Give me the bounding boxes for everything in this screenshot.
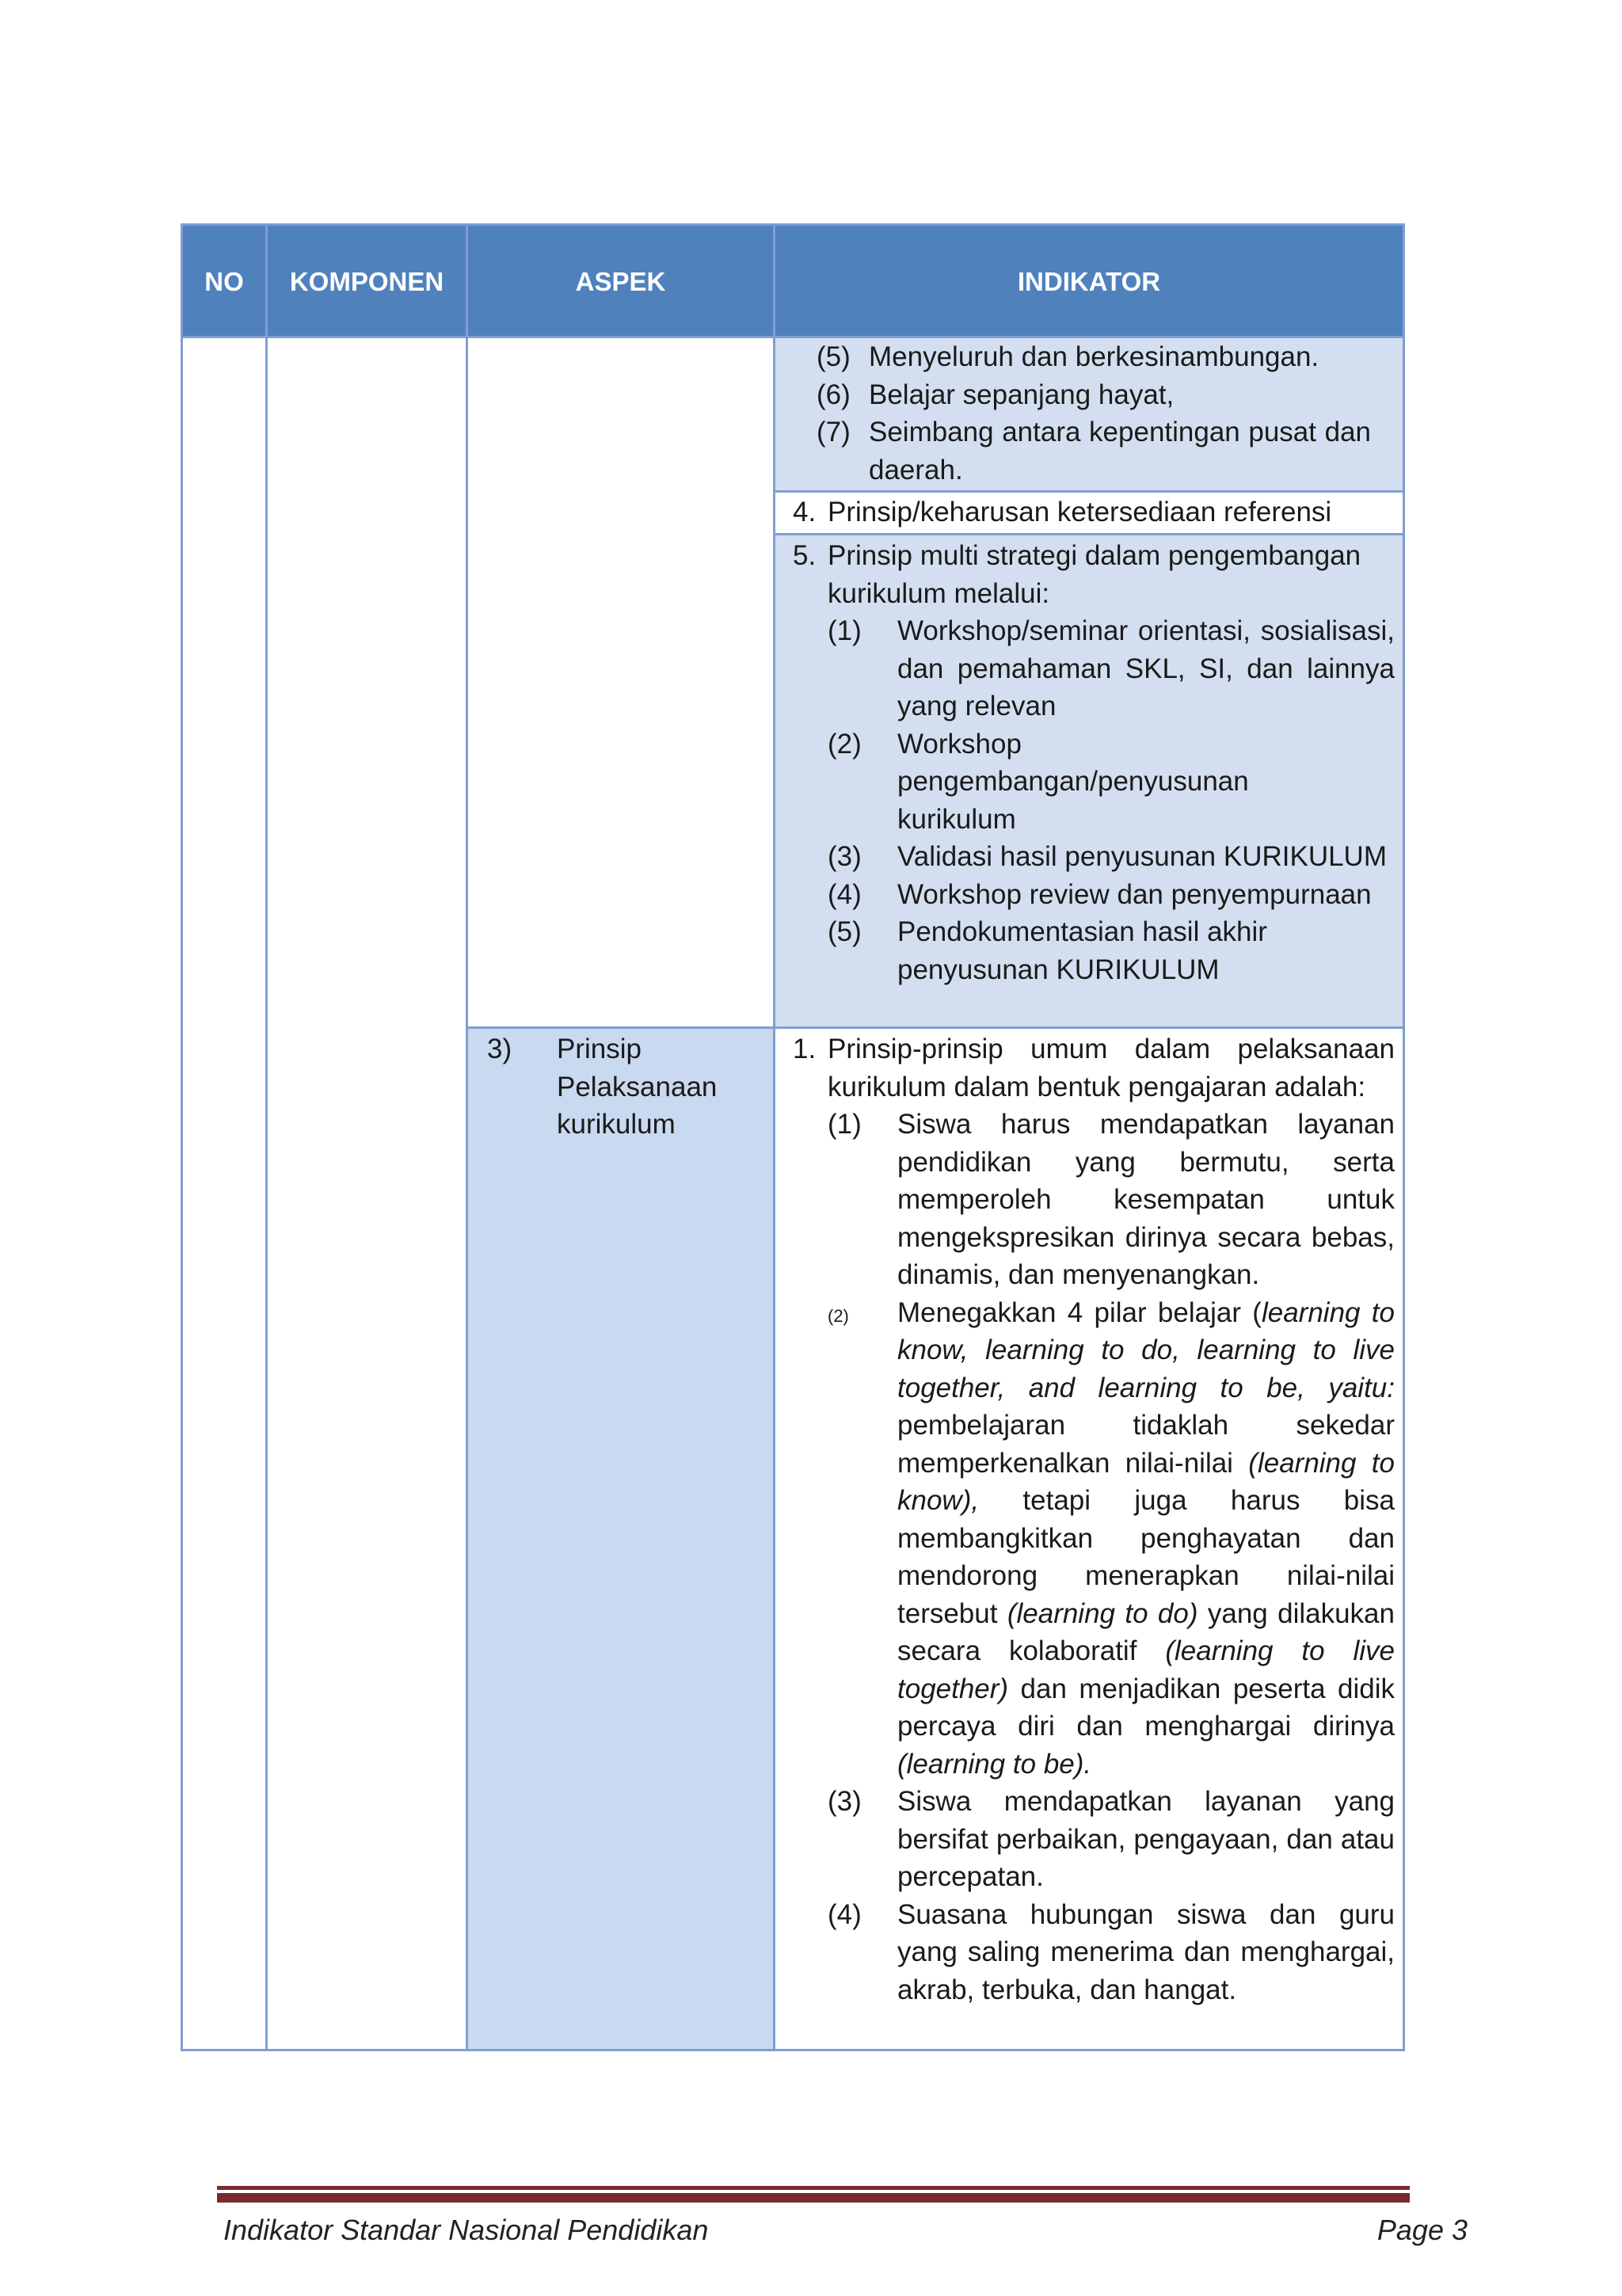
col-divider: [466, 226, 468, 2049]
footer-rule: [217, 2186, 1410, 2190]
list-item: (1) Workshop/seminar orientasi, sosialisasi, dan pemahaman SKL, SI, dan lainnya yang relevan: [828, 615, 1395, 722]
col-divider: [265, 226, 268, 2049]
row-divider: [773, 533, 1403, 535]
sub-list: [828, 612, 1395, 988]
header-aspek: ASPEK: [468, 226, 773, 338]
header-indikator: INDIKATOR: [775, 226, 1403, 338]
list-item: (6) Belajar sepanjang hayat,: [817, 379, 1175, 410]
list-item: (2) Workshop pengembangan/penyusunan kurikulum: [828, 728, 1249, 835]
header-komponen: KOMPONEN: [268, 226, 466, 338]
indicator-block3: 5. Prinsip multi strategi dalam pengembangan kurikulum melalui: (1) Workshop/seminar orientasi, sosialisasi, dan pemahaman SKL, SI, dan lainnya yang relevan (2) Workshop pengembangan/penyusunan kurikulum (3) Validasi hasil penyusunan KURIKULUM (4) Workshop review dan penyempurnaan (5) Pendokumentasian hasil akhir penyusunan KURIKULUM: [793, 537, 1395, 988]
list-item: (5) Menyeluruh dan berkesinambungan.: [817, 341, 1319, 372]
indicator-table: [181, 223, 1405, 2051]
list-item: (4) Suasana hubungan siswa dan guru yang saling menerima dan menghargai, akrab, terbuka, dan hangat.: [828, 1898, 1395, 2005]
list-item: (4) Workshop review dan penyempurnaan: [828, 878, 1372, 910]
list-item: (5) Pendokumentasian hasil akhir penyusunan KURIKULUM: [828, 916, 1267, 985]
aspek-cell: [468, 1029, 773, 2049]
page-number: Page 3: [1376, 2214, 1468, 2246]
indicator-block2: 4. Prinsip/keharusan ketersediaan referensi: [793, 497, 1332, 527]
aspek-item: 3) Prinsip Pelaksanaan kurikulum: [487, 1034, 718, 1140]
row-divider: [773, 490, 1403, 493]
footer-title: Indikator Standar Nasional Pendidikan: [223, 2214, 709, 2246]
row-divider: [466, 1026, 1403, 1029]
footer-rule: [217, 2193, 1410, 2203]
col-divider: [773, 226, 775, 2049]
list-item: (2) Menegakkan 4 pilar belajar (learning to know, learning to do, learning to live together, and learning to be, yaitu: pembelajaran tidaklah sekedar memperkenalkan nilai-nilai (learning to know), tetapi juga harus bisa membangkitkan penghayatan dan mendorong menerapkan nilai-nilai tersebut (learning to do) yang dilakukan secara kolaboratif (learning to live together) dan menjadikan peserta didik percaya diri dan menghargai dirinya (learning to be).: [828, 1296, 1395, 1780]
header-no: NO: [183, 226, 265, 338]
list-item: (1) Siswa harus mendapatkan layanan pendidikan yang bermutu, serta memperoleh kesempatan untuk mengekspresikan dirinya secara bebas, dinamis, dan menyenangkan.: [828, 1109, 1395, 1290]
list-item: (3) Validasi hasil penyusunan KURIKULUM: [828, 841, 1387, 872]
indicator-block4: 1. Prinsip-prinsip umum dalam pelaksanaan kurikulum dalam bentuk pengajaran adalah: (1) Siswa harus mendapatkan layanan pendidikan yang bermutu, serta memperoleh kesempatan untuk mengekspresikan dirinya secara bebas, dinamis, dan menyenangkan. (2) Menegakkan 4 pilar belajar (learning to know, learning to do, learning to live together, and learning to be, yaitu: pembelajaran tidaklah sekedar memperkenalkan nilai-nilai (learning to know), tetapi juga harus bisa membangkitkan penghayatan dan mendorong menerapkan nilai-nilai tersebut (learning to do) yang dilakukan secara kolaboratif (learning to live together) dan menjadikan peserta didik percaya diri dan menghargai dirinya (learning to be). (3) Siswa mendapatkan layanan yang bersifat perbaikan, pengayaan, dan atau percepatan. (4) Suasana hubungan siswa dan guru yang saling menerima dan menghargai, akrab, terbuka, dan hangat.: [793, 1030, 1395, 2009]
sub-list: [828, 1106, 1395, 2009]
list-item: (3) Siswa mendapatkan layanan yang bersifat perbaikan, pengayaan, dan atau percepatan.: [828, 1786, 1395, 1892]
indicator-block1: [817, 338, 1371, 489]
list-item: (7) Seimbang antara kepentingan pusat dan daerah.: [817, 417, 1371, 485]
